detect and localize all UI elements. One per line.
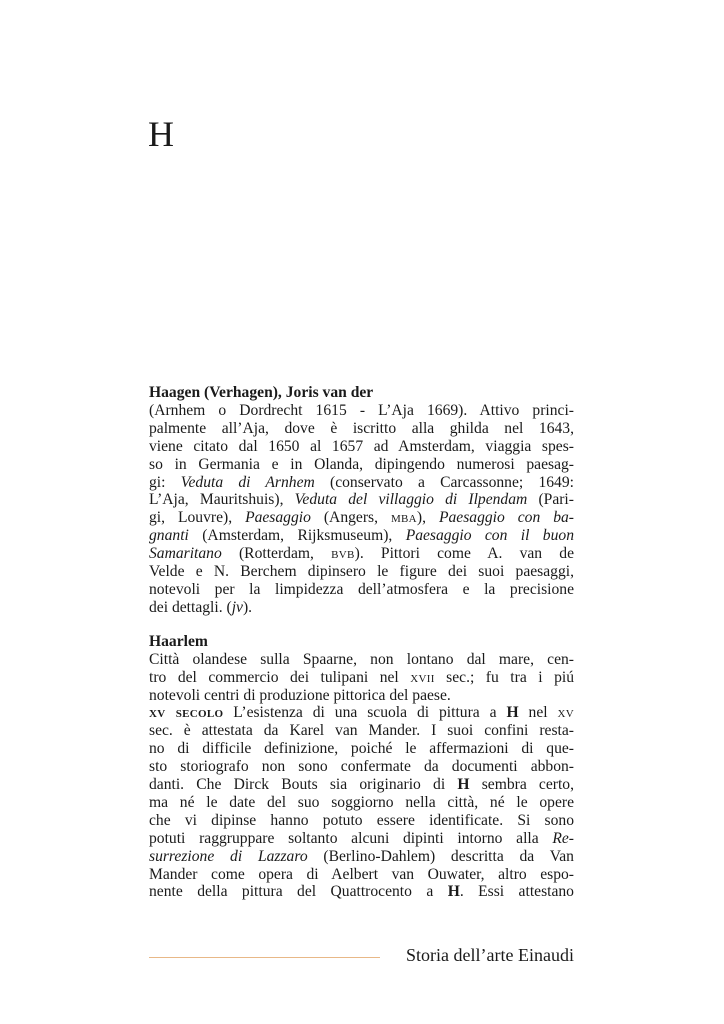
footer-title: Storia dell’arte Einaudi: [406, 945, 574, 965]
text-line: ma né le date del suo soggiorno nella città, né le opere: [149, 793, 574, 811]
text-line: sec. è attestata da Karel van Mander. I suoi confini resta-: [149, 722, 574, 740]
text-column: [149, 384, 574, 917]
text-line: Velde e N. Berchem dipinsero le figure dei suoi paesaggi,: [149, 563, 574, 581]
section-letter: H: [148, 114, 175, 154]
author-initials: jv: [231, 598, 243, 616]
entry-haarlem: [149, 633, 574, 902]
entry-body: [149, 402, 574, 617]
century-numeral: xvii: [410, 668, 435, 686]
text-line: danti. Che Dirck Bouts sia originario di H sembra certo,: [149, 776, 575, 794]
artwork-title: Samaritano: [149, 545, 222, 563]
text-line: gnanti (Amsterdam, Rijksmuseum), Paesaggio con il buon: [149, 527, 574, 545]
city-abbreviation: H: [457, 776, 470, 794]
text-line: Samaritano (Rotterdam, bvb). Pittori come A. van de: [149, 545, 574, 563]
city-abbreviation: H: [447, 883, 460, 901]
entry-title: Haarlem: [149, 632, 208, 650]
artwork-title: Veduta del villaggio di Ilpendam: [294, 491, 528, 509]
text-line: che vi dipinse hanno potuto essere identificate. Si sono: [149, 811, 574, 829]
artwork-title: Veduta di Arnhem: [180, 473, 315, 491]
text-line: (Arnhem o Dordrecht 1615 - L’Aja 1669). Attivo princi-: [149, 401, 574, 419]
text-line: viene citato dal 1650 al 1657 ad Amsterdam, viaggia spes-: [149, 437, 574, 455]
text-line: Mander come opera di Aelbert van Ouwater, altro espo-: [149, 865, 574, 883]
text-line: notevoli centri di produzione pittorica del paese.: [149, 686, 451, 704]
artwork-title: Paesaggio con il buon: [405, 527, 574, 545]
text-line: sto storiografo non sono confermate da documenti abbon-: [149, 758, 574, 776]
text-line: dei dettagli. (jv).: [149, 598, 253, 616]
museum-abbreviation: bvb: [331, 545, 355, 563]
city-abbreviation: H: [506, 704, 519, 722]
text-line: notevoli per la limpidezza dell’atmosfera e la precisione: [149, 580, 574, 598]
section-subheading: xv secolo: [149, 704, 224, 722]
text-line: xv secolo L’esistenza di una scuola di pittura a H nel xv: [149, 704, 575, 722]
text-line: surrezione di Lazzaro (Berlino-Dahlem) descritta da Van: [149, 847, 574, 865]
artwork-title: gnanti: [149, 527, 189, 545]
artwork-title: Paesaggio con ba-: [438, 509, 574, 527]
artwork-title: Paesaggio: [245, 509, 311, 527]
text-line: no di difficile definizione, poiché le affermazioni di que-: [149, 740, 574, 758]
footer-rule: [149, 957, 380, 958]
text-line: gi, Louvre), Paesaggio (Angers, mba), Paesaggio con ba-: [149, 509, 574, 527]
artwork-title: surrezione di Lazzaro: [149, 847, 308, 865]
text-line: gi: Veduta di Arnhem (conservato a Carcassonne; 1649:: [149, 473, 574, 491]
century-numeral: xv: [557, 704, 575, 722]
text-line: nente della pittura del Quattrocento a H. Essi attestano: [149, 883, 574, 901]
text-line: potuti raggruppare soltanto alcuni dipinti intorno alla Re-: [149, 829, 574, 847]
text-line: so in Germania e in Olanda, dipingendo numerosi paesag-: [149, 455, 574, 473]
entry-body: [149, 651, 574, 902]
text-line: tro del commercio dei tulipani nel xvii sec.; fu tra i piú: [149, 668, 574, 686]
entry-haagen: [149, 384, 574, 617]
text-line: palmente all’Aja, dove è iscritto alla ghilda nel 1643,: [149, 419, 574, 437]
artwork-title: Re-: [552, 829, 574, 847]
text-line: L’Aja, Mauritshuis), Veduta del villaggio di Ilpendam (Pari-: [149, 491, 574, 509]
text-line: Città olandese sulla Spaarne, non lontano dal mare, cen-: [149, 650, 574, 668]
entry-title: Haagen (Verhagen), Joris van der: [149, 384, 374, 401]
museum-abbreviation: mba: [390, 509, 417, 527]
